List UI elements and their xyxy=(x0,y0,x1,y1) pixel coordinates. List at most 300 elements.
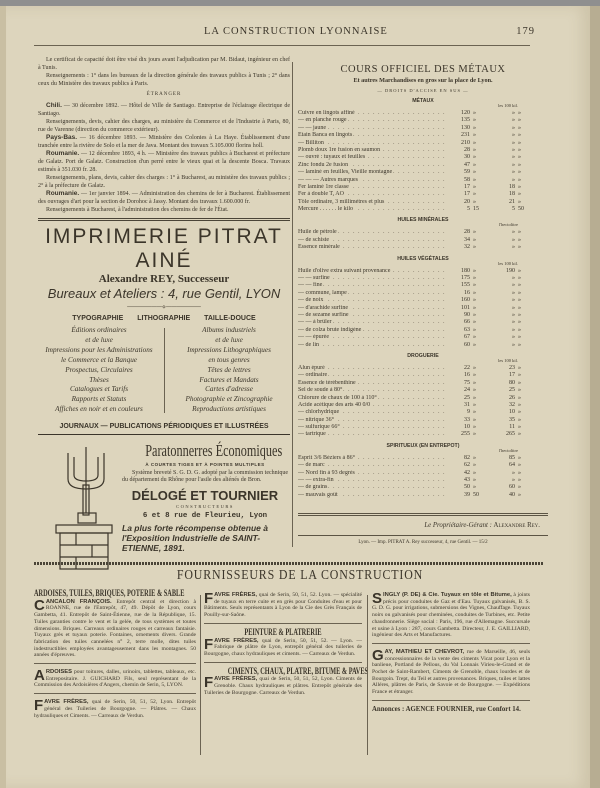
entry-rule xyxy=(204,623,362,624)
adjudications-notices xyxy=(38,56,290,214)
price-v1b: » xyxy=(473,297,476,304)
price-v1b: » xyxy=(473,401,476,408)
price-v1: 32 xyxy=(464,244,470,251)
price-v1b: » xyxy=(473,477,476,484)
price-v2: » xyxy=(512,326,515,333)
price-v2: » xyxy=(512,176,515,183)
price-row: — — fine . . . 155 » » » xyxy=(298,282,548,289)
right-column xyxy=(298,58,548,545)
price-v2: 18 xyxy=(509,183,515,190)
price-v2b: » xyxy=(518,161,521,168)
price-v1b: » xyxy=(473,364,476,371)
price-v1: 33 xyxy=(464,416,470,423)
unit-label: l'hectolitre xyxy=(498,222,518,228)
price-v2b: » xyxy=(518,229,521,236)
annonces-line: Annonces : AGENCE FOURNIER, rue Confort 14. xyxy=(372,705,521,713)
price-v1: 20 xyxy=(464,198,470,205)
price-row: — de colza brute indigène . . . 63 » » » xyxy=(298,327,548,334)
price-v2b: » xyxy=(518,424,521,431)
unit-label: les 100 kil. xyxy=(498,357,518,363)
gerant-line: Le Propriétaire-Gérant : Alexandre Rey. xyxy=(424,522,540,530)
price-v1: 5 xyxy=(467,206,470,213)
price-row: — tartrique . . . 255 » 265 » xyxy=(298,431,548,438)
double-rule xyxy=(298,513,548,516)
price-row: — en planche rouge . . . 135 » » » xyxy=(298,117,548,124)
notice-info: Renseignements à Bucharest, à l'administration des chemins de fer de l'État. xyxy=(46,207,229,213)
price-v1: 47 xyxy=(464,161,470,168)
price-v2: 5 xyxy=(512,206,515,213)
price-v1b: » xyxy=(473,372,476,379)
price-v1: 135 xyxy=(461,117,470,124)
section-heading: MÉTAUX les 100 kil. xyxy=(412,98,518,108)
price-v1: 62 xyxy=(464,462,470,469)
price-row: Plomb doux 1re fusion en saumon . . . 28 » » » xyxy=(298,147,548,154)
price-row: Acide acétique des arts 40 0/0 . . . 31 » 32 » xyxy=(298,402,548,409)
price-v1b: » xyxy=(473,424,476,431)
price-v1: 155 xyxy=(461,282,470,289)
supplier-entry: FAVRE FRÈRES, quai de Serin, 50, 51, 52, Lyon. Ciments de Grenoble. Chaux hydrauliques et plâtres. Entrepôt générale des Tuileries de Bourgogne. Carreaux de Verdun. xyxy=(204,674,362,696)
suppliers-column-1 xyxy=(34,590,196,722)
price-v2b: » xyxy=(518,289,521,296)
entry-rule xyxy=(204,662,362,663)
imprimerie-successor: Alexandre REY, Successeur xyxy=(98,273,230,285)
notice-entry: Roumanie. — 1er janvier 1894. — Administration des chemins de fer à Bucharest. Établissement des ouvrages d'art pour la section de Dorohoc à Jassy. Montant des travaux 1.600.000 fr. xyxy=(38,190,290,205)
price-v2b: » xyxy=(518,304,521,311)
price-v2: » xyxy=(512,282,515,289)
ornament-divider: ───────⋄─────── xyxy=(127,303,201,311)
price-v1b: » xyxy=(473,454,476,461)
price-v2: » xyxy=(512,477,515,484)
price-row: — ouvré : tuyaux et feuilles . . . 30 » » » xyxy=(298,154,548,161)
price-v2: 190 xyxy=(506,267,515,274)
price-v2b: » xyxy=(518,416,521,423)
printer-imprint: Lyon. — Imp. PITRAT A. Rey successeur, 4, rue Gentil. — 15/2 xyxy=(358,540,488,546)
price-v2b: » xyxy=(518,462,521,469)
price-v2: » xyxy=(512,117,515,124)
price-v2: 11 xyxy=(509,424,515,431)
price-v2b: » xyxy=(518,379,521,386)
award-text: La plus forte récompense obtenue à l'Exposition Industrielle de SAINT-ETIENNE, 1891. xyxy=(122,523,268,554)
price-row: — de noix . . . 160 » » » xyxy=(298,297,548,304)
services-lists xyxy=(38,326,290,415)
entry-rule xyxy=(372,700,530,701)
price-v1: 66 xyxy=(464,319,470,326)
cours-subtitle: Et autres Marchandises en gros sur la place de Lyon. xyxy=(353,77,493,84)
price-v2b: » xyxy=(518,409,521,416)
company-name: DÉLOGÉ ET TOURNIER xyxy=(131,488,279,504)
price-v2b: » xyxy=(518,469,521,476)
unit-label: l'hectolitre xyxy=(498,447,518,453)
category-typographie: TYPOGRAPHIE xyxy=(72,315,124,322)
imprimerie-title: IMPRIMERIE PITRAT AINÉ xyxy=(45,225,283,272)
cours-title: COURS OFFICIEL DES MÉTAUX xyxy=(340,64,506,75)
price-v1: 67 xyxy=(464,334,470,341)
notice-paragraph: Renseignements : 1° dans les bureaux de la direction générale des travaux publics à Tunis ; 2° dans ceux du Ministère des travaux publics à Paris. xyxy=(38,73,290,87)
price-v1: 180 xyxy=(461,267,470,274)
price-v1b: » xyxy=(473,484,476,491)
section-label-etranger: ÉTRANGER xyxy=(146,92,182,97)
price-v2b: » xyxy=(518,319,521,326)
section-heading: DROGUERIE les 100 kil. xyxy=(407,352,518,363)
price-v1: 43 xyxy=(464,477,470,484)
price-v1: 16 xyxy=(464,372,470,379)
paratonnerre-text xyxy=(122,441,288,553)
price-v1b: » xyxy=(473,146,476,153)
price-v1b: » xyxy=(473,229,476,236)
price-v1b: » xyxy=(473,198,476,205)
price-v2: » xyxy=(512,297,515,304)
price-row: — de lin . . . 60 » » » xyxy=(298,342,548,349)
price-row: — — épurée . . . 67 » » » xyxy=(298,334,548,341)
price-v2: 26 xyxy=(509,394,515,401)
imprimerie-address: Bureaux et Ateliers : 4, rue Gentil, LYON xyxy=(47,286,281,301)
price-v1: 50 xyxy=(464,484,470,491)
price-v2: 21 xyxy=(509,198,515,205)
price-v2b: » xyxy=(518,394,521,401)
price-v2: 32 xyxy=(509,401,515,408)
book-spine xyxy=(0,6,6,788)
price-v2b: » xyxy=(518,183,521,190)
price-row: Chlorure de chaux de 100 à 110° . . . 25 » 26 » xyxy=(298,395,548,402)
price-v2: » xyxy=(512,236,515,243)
price-v2b: » xyxy=(518,267,521,274)
price-v2b: » xyxy=(518,169,521,176)
price-v1: 42 xyxy=(464,469,470,476)
price-v1b: » xyxy=(473,319,476,326)
price-v2: 23 xyxy=(509,364,515,371)
price-v1: 39 xyxy=(464,491,470,498)
price-v2b: » xyxy=(518,297,521,304)
company-role: CONSTRUCTEURS xyxy=(176,504,234,510)
notice-paragraph: Le certificat de capacité doit être visé dix jours avant l'adjudication par M. Bidaut, ingénieur en chef à Tunis. xyxy=(38,57,290,71)
price-v1b: » xyxy=(473,334,476,341)
supplier-entry: CANCALON FRANÇOIS. Entrepôt central et direction à ROANNE, rue de l'Entrepôt, 47, 49. Dépôt de Lyon, cours Gambetta, 41. Entrepôt de Saint-Étienne, rue de la République, 15. Tuiles garanties contre le vent et la gelée, de tous systèmes et toutes dimensions. Briques. Carreaux ordinaires rouges et carreaux fantaisie. Tuyaux grès et tuyaux poterie. Fontaines, ornements divers. Grande fabrication des tuiles cannelées n° 2, terre molle, dites tuiles indestructibles employées avantageusement dans les montagnes. 50 années d'épreuves. xyxy=(34,596,196,659)
supplier-entry: SINGLY (P. DE) & Cie. Tuyaux en tôle et Bitume, à joints précis pour conduites de Gaz et d'Eau. Tuyaux galvanisés, B. S. G. D. G. pour irrigations, submersions des Vignes, Chauffage. Tuyaux noirs ou galvanisés pour cheminées, conduites de Turbines, etc. Petite chaudronnerie. Siège social : Paris, 196, rue d'Allemagne. Succursale et usine à Lyon : 287, cours Gambetta. Directeur, J. E. GAILLIARD, ingénieur des Arts et Manufactures. xyxy=(372,590,530,639)
paratonnerre-title: Paratonnerres Économiques xyxy=(145,441,283,461)
price-v1b: » xyxy=(473,462,476,469)
price-v1b: » xyxy=(473,161,476,168)
price-v2b: » xyxy=(518,244,521,251)
notice-info: Renseignements, devis, cahier des charges, au ministère du Commerce et de l'Industrie à Paris, 80, rue de Varenne (direction du commerce extérieur). xyxy=(38,119,290,133)
price-row: — Billiton . . . 210 » » » xyxy=(298,140,548,147)
services-right-list: Albums industriels et de luxe Impressions Lithographiques en tous genres Têtes de lettres Factures et Mandats Cartes d'adresse Photographie et Zincographie Reproductions artistiques xyxy=(185,326,273,414)
list-divider xyxy=(164,328,165,413)
price-v1b: » xyxy=(473,169,476,176)
page-edge xyxy=(590,6,600,788)
price-v1: 175 xyxy=(461,275,470,282)
price-v1: 30 xyxy=(464,154,470,161)
price-v2: » xyxy=(512,124,515,131)
price-v1: 28 xyxy=(464,229,470,236)
price-row: — commune, lampe . . . 16 » » » xyxy=(298,290,548,297)
price-row: — de schiste . . . 34 » » » xyxy=(298,237,548,244)
price-row: — mauvais goût . . . 39 50 40 » xyxy=(298,492,548,499)
price-v1b: » xyxy=(473,110,476,116)
price-row: Cuivre en lingots affiné . . . 120 » » » xyxy=(298,110,548,117)
price-v2b: » xyxy=(518,132,521,139)
price-row: — — — Autres marques . . . 58 » » » xyxy=(298,177,548,184)
price-row: — de sezame surfine . . . 90 » » » xyxy=(298,312,548,319)
price-v2b: » xyxy=(518,176,521,183)
price-v2: » xyxy=(512,132,515,139)
price-v2: » xyxy=(512,161,515,168)
entry-rule xyxy=(34,663,196,664)
price-v1b: » xyxy=(473,304,476,311)
price-v1: 120 xyxy=(461,110,470,116)
price-v1b: » xyxy=(473,409,476,416)
price-v2: » xyxy=(512,110,515,116)
price-v1b: » xyxy=(473,124,476,131)
price-v2b: » xyxy=(518,387,521,394)
price-v2: » xyxy=(512,319,515,326)
price-row: — sulfurique 66° . . . 10 » 11 » xyxy=(298,424,548,431)
price-v2: 80 xyxy=(509,379,515,386)
price-row: — de marc . . . 62 » 64 » xyxy=(298,462,548,469)
price-v1b: » xyxy=(473,379,476,386)
price-v1: 255 xyxy=(461,431,470,438)
lightning-rod-illustration xyxy=(52,443,124,573)
price-v1b: » xyxy=(473,275,476,282)
price-v2b: » xyxy=(518,484,521,491)
price-v2: 18 xyxy=(509,191,515,198)
price-v1: 82 xyxy=(464,454,470,461)
section-heading: HUILES MINÉRALES l'hectolitre xyxy=(397,217,518,228)
price-v1b: 50 xyxy=(473,491,479,498)
price-row: Sel de soude à 80° . . . 24 » 25 » xyxy=(298,387,548,394)
header-rule xyxy=(34,45,530,46)
price-row: — nitrique 36° . . . 33 » 35 » xyxy=(298,417,548,424)
cours-note: — DROITS D'ACCISE EN SUS — xyxy=(377,88,469,93)
price-v1b: » xyxy=(473,236,476,243)
price-v1: 75 xyxy=(464,379,470,386)
price-v2b: » xyxy=(518,275,521,282)
price-v1: 210 xyxy=(461,139,470,146)
price-row: Huile d'olive extra suivant provenance . . . 180 » 190 » xyxy=(298,268,548,275)
price-v2b: » xyxy=(518,491,521,498)
price-row: — — jaune . . . 130 » » » xyxy=(298,125,548,132)
price-v1: 24 xyxy=(464,387,470,394)
price-v2b: » xyxy=(518,146,521,153)
price-v1: 34 xyxy=(464,236,470,243)
price-row: — de grains . . . 50 » 60 » xyxy=(298,484,548,491)
price-v2b: » xyxy=(518,364,521,371)
price-row: — — extra-fin . . . 43 » » » xyxy=(298,477,548,484)
price-v1b: » xyxy=(473,289,476,296)
price-v2b: » xyxy=(518,454,521,461)
notice-entry: Chili. — 30 décembre 1892. — Hôtel de Ville de Santiago. Entreprise de l'éclairage électrique de Santiago. xyxy=(38,102,290,117)
price-v1b: » xyxy=(473,311,476,318)
supplier-entry: ARDOISES pour toitures, dalles, urinoirs, tablettes, tableaux, etc. Entrepositaire. J. GUICHARD Fils, seul représentant de la Commission des Ardoisières d'Angers, chemin de Serin, 5, LYON. xyxy=(34,667,196,689)
price-v2b: » xyxy=(518,139,521,146)
price-v1: 10 xyxy=(464,424,470,431)
price-v2: 85 xyxy=(509,454,515,461)
supplier-entry: GAY, MATHIEU ET CHEVROT, rue de Marseille, 46, seuls concessionnaires de la vente des ciments Vicat pour Lyon et la banlieue, Portland de Pellous, du Val Lonnais Virieu-le-Grand et de Pochet de Saint-Rambert, Ciments de Grenoble, chaux lourdes et de Bourgoin. Trept, du Teil et autres provenances. Briques, tuiles et lattes Alléres, plâtres de Paris, de Savoie et de Bourgogne. — Expéditions France et étranger. xyxy=(372,646,530,696)
price-v1: 58 xyxy=(464,176,470,183)
price-v1b: » xyxy=(473,341,476,348)
price-v1: 130 xyxy=(461,124,470,131)
fournisseurs-title: FOURNISSEURS DE LA CONSTRUCTION xyxy=(176,568,424,583)
price-v2b: » xyxy=(518,154,521,161)
price-row: — laminé en feuilles, Vieille montagne . . . 59 » » » xyxy=(298,169,548,176)
price-v2: 17 xyxy=(509,372,515,379)
price-v2b: » xyxy=(518,401,521,408)
price-row: — Nord fin à 93 degrés . . . 42 » » » xyxy=(298,470,548,477)
category-heading: ARDOISES, TUILES, BRIQUES, POTERIE & SABLE xyxy=(34,588,185,598)
price-v1b: » xyxy=(473,394,476,401)
price-v2b: » xyxy=(518,198,521,205)
price-v1b: » xyxy=(473,139,476,146)
price-row: Essence de térébenthine . . . 75 » 80 » xyxy=(298,380,548,387)
price-v1: 231 xyxy=(461,132,470,139)
price-v2b: » xyxy=(518,334,521,341)
category-lithographie: LITHOGRAPHIE xyxy=(137,315,191,322)
price-row: — d'arachide surfine . . . 101 » » » xyxy=(298,305,548,312)
entry-rule xyxy=(372,643,530,644)
double-rule xyxy=(38,218,290,221)
price-v1: 90 xyxy=(464,311,470,318)
price-v2: » xyxy=(512,304,515,311)
price-v1b: » xyxy=(473,154,476,161)
price-v2b: » xyxy=(518,372,521,379)
category-taille-douce: TAILLE-DOUCE xyxy=(204,315,256,322)
price-v2: » xyxy=(512,244,515,251)
price-v1b: » xyxy=(473,132,476,139)
price-v2b: » xyxy=(518,477,521,484)
price-v2b: » xyxy=(518,117,521,124)
price-v2: » xyxy=(512,334,515,341)
price-v1: 101 xyxy=(461,304,470,311)
imprimerie-footer: JOURNAUX — PUBLICATIONS PÉRIODIQUES ET ILLUSTRÉES xyxy=(59,423,269,431)
price-row: Fer laminé 1re classe . . . 17 » 18 » xyxy=(298,184,548,191)
price-v1b: » xyxy=(473,176,476,183)
price-v2: 265 xyxy=(506,431,515,438)
price-v2b: » xyxy=(518,326,521,333)
price-v1: 63 xyxy=(464,326,470,333)
price-v2: 35 xyxy=(509,416,515,423)
unit-label: les 100 kil. xyxy=(498,103,518,108)
price-table xyxy=(298,98,548,499)
price-v2: » xyxy=(512,146,515,153)
price-row: Esprit 3/6 Béziers à 86° . . . 82 » 85 » xyxy=(298,455,548,462)
price-v1b: » xyxy=(473,431,476,438)
price-row: Étain Banca en lingots . . . 231 » » » xyxy=(298,132,548,139)
imprint-rule xyxy=(298,535,548,536)
price-row: — ordinaire . . . 16 » 17 » xyxy=(298,372,548,379)
supplier-entry: FAVRE FRÈRES, quai de Serin, 50, 51, 52. Lyon. — spécialité de tuyaux en terre cuite et en grès pour Conduites d'eau et pour Bâtiments. Seuls représentants à Lyon de la Cie des Grès Français de Pouilly-sur-Saône. xyxy=(204,590,362,619)
price-v1: 160 xyxy=(461,297,470,304)
page-number: 179 xyxy=(516,26,535,37)
price-v2: » xyxy=(512,311,515,318)
price-v1: 31 xyxy=(464,401,470,408)
price-v2b: » xyxy=(518,282,521,289)
left-column xyxy=(38,56,290,585)
price-v1b: » xyxy=(473,267,476,274)
price-v1b: » xyxy=(473,183,476,190)
paratonnerre-subtitle: À COURTES TIGES ET À POINTES MULTIPLES xyxy=(145,462,265,468)
service-categories xyxy=(38,315,290,322)
price-v1b: » xyxy=(473,244,476,251)
price-row: Alun épuré . . . 22 » 23 » xyxy=(298,365,548,372)
wavy-divider xyxy=(34,562,544,565)
price-v2b: » xyxy=(518,191,521,198)
price-v1b: » xyxy=(473,326,476,333)
price-v1: 17 xyxy=(464,183,470,190)
price-row: Zinc fondu 2e fusion . . . 47 » » » xyxy=(298,162,548,169)
imprimerie-advertisement xyxy=(38,225,290,430)
price-v1: 28 xyxy=(464,146,470,153)
price-v1: 9 xyxy=(467,409,470,416)
price-v1: 22 xyxy=(464,364,470,371)
category-heading: PEINTURE & PLATRERIE xyxy=(244,626,322,637)
services-left-list: Éditions ordinaires et de luxe Impressions pour les Administrations le Commerce et la Banque Prospectus, Circulaires Thèses Catalogues et Tarifs Rapports et Statuts Affiches en noir et en couleurs xyxy=(45,326,153,414)
price-row: — chlorhydrique . . . 9 » 10 » xyxy=(298,409,548,416)
column-divider xyxy=(292,62,293,547)
section-heading: HUILES VÉGÉTALES les 100 kil. xyxy=(397,255,518,266)
price-v2: 60 xyxy=(509,484,515,491)
price-v2: 64 xyxy=(509,462,515,469)
suppliers-column-2 xyxy=(204,590,369,699)
price-v2b: » xyxy=(518,311,521,318)
price-v1b: » xyxy=(473,416,476,423)
column-divider xyxy=(367,595,368,755)
price-v2b: 50 xyxy=(518,206,524,213)
price-v2: » xyxy=(512,469,515,476)
price-row: Fer à double T, AO . . . 17 » 18 » xyxy=(298,191,548,198)
price-v2: » xyxy=(512,289,515,296)
price-v2b: » xyxy=(518,124,521,131)
column-divider xyxy=(200,595,201,755)
price-v1b: 15 xyxy=(473,206,479,213)
price-v2: » xyxy=(512,275,515,282)
section-heading: SPIRITUEUX (EN ENTREPOT) l'hectolitre xyxy=(386,442,518,453)
price-v1: 60 xyxy=(464,341,470,348)
price-v2: » xyxy=(512,139,515,146)
price-v2b: » xyxy=(518,341,521,348)
price-v2: 25 xyxy=(509,387,515,394)
price-v1b: » xyxy=(473,282,476,289)
price-v1b: » xyxy=(473,191,476,198)
price-v1: 59 xyxy=(464,169,470,176)
price-row: — — surfine . . . 175 » » » xyxy=(298,275,548,282)
notice-entry: Roumanie. — 12 décembre 1893, 4 h. — Ministère des travaux publics à Bucharest et préfecture de Galatz. Port de Galatz. Construction d'un perré entre le vieux quai et la descente Bosca. Travaux estimés à 351.030 fr. 28. xyxy=(38,150,290,173)
supplier-entry: FAVRE FRÈRES, quai de Serin, 50, 51, 52, Lyon. Entrepôt général des Tuileries de Bourgogne. — Plâtres. — Chaux hydrauliques et Ciments. — Carreaux de Verdun. xyxy=(34,697,196,719)
price-v1: 17 xyxy=(464,191,470,198)
price-row: Huile de pétrole . . . 28 » » » xyxy=(298,229,548,236)
entry-rule xyxy=(34,693,196,694)
unit-label: les 100 kil. xyxy=(498,260,518,266)
paratonnerre-description: Système breveté S. G. D. G. adopté par la commission technique du département du Rhône pour l'asile des aliénés de Bron. xyxy=(122,470,288,484)
price-v2b: » xyxy=(518,236,521,243)
price-v1: 25 xyxy=(464,394,470,401)
supplier-entry: FAVRE FRÈRES, quai de Serin, 50, 51, 52. — Lyon. — Fabrique de plâtre de Lyon, entrepôt général des tuileries de Bourgogne, chaux hydrauliques et ciments. — Carreaux de Verdun. xyxy=(204,635,362,657)
price-v1b: » xyxy=(473,117,476,124)
price-v2b: » xyxy=(518,431,521,438)
price-row: Tôle ordinaire, 3 millimètres et plus . . . 20 » 21 » xyxy=(298,199,548,206)
price-row: — — à brûler . . . 66 » » » xyxy=(298,319,548,326)
journal-title: LA CONSTRUCTION LYONNAISE xyxy=(204,26,388,37)
price-v2: » xyxy=(512,154,515,161)
price-v2b: » xyxy=(518,110,521,116)
price-v2: 10 xyxy=(509,409,515,416)
price-v2: 40 xyxy=(509,491,515,498)
price-v1b: » xyxy=(473,469,476,476)
notice-info: Renseignements, plans, devis, cahier des charges : 1° à Bucharest, au ministère des travaux publics ; 2° à la préfecture de Galatz. xyxy=(38,175,290,189)
price-row: Mercure . . . . . . le kilo . . . 5 15 5 50 xyxy=(298,206,548,213)
price-v1b: » xyxy=(473,387,476,394)
suppliers-column-3 xyxy=(372,590,530,714)
price-v2: » xyxy=(512,229,515,236)
category-heading: CIMENTS, CHAUX, PLATRE, BITUME & PAVES xyxy=(227,665,369,676)
